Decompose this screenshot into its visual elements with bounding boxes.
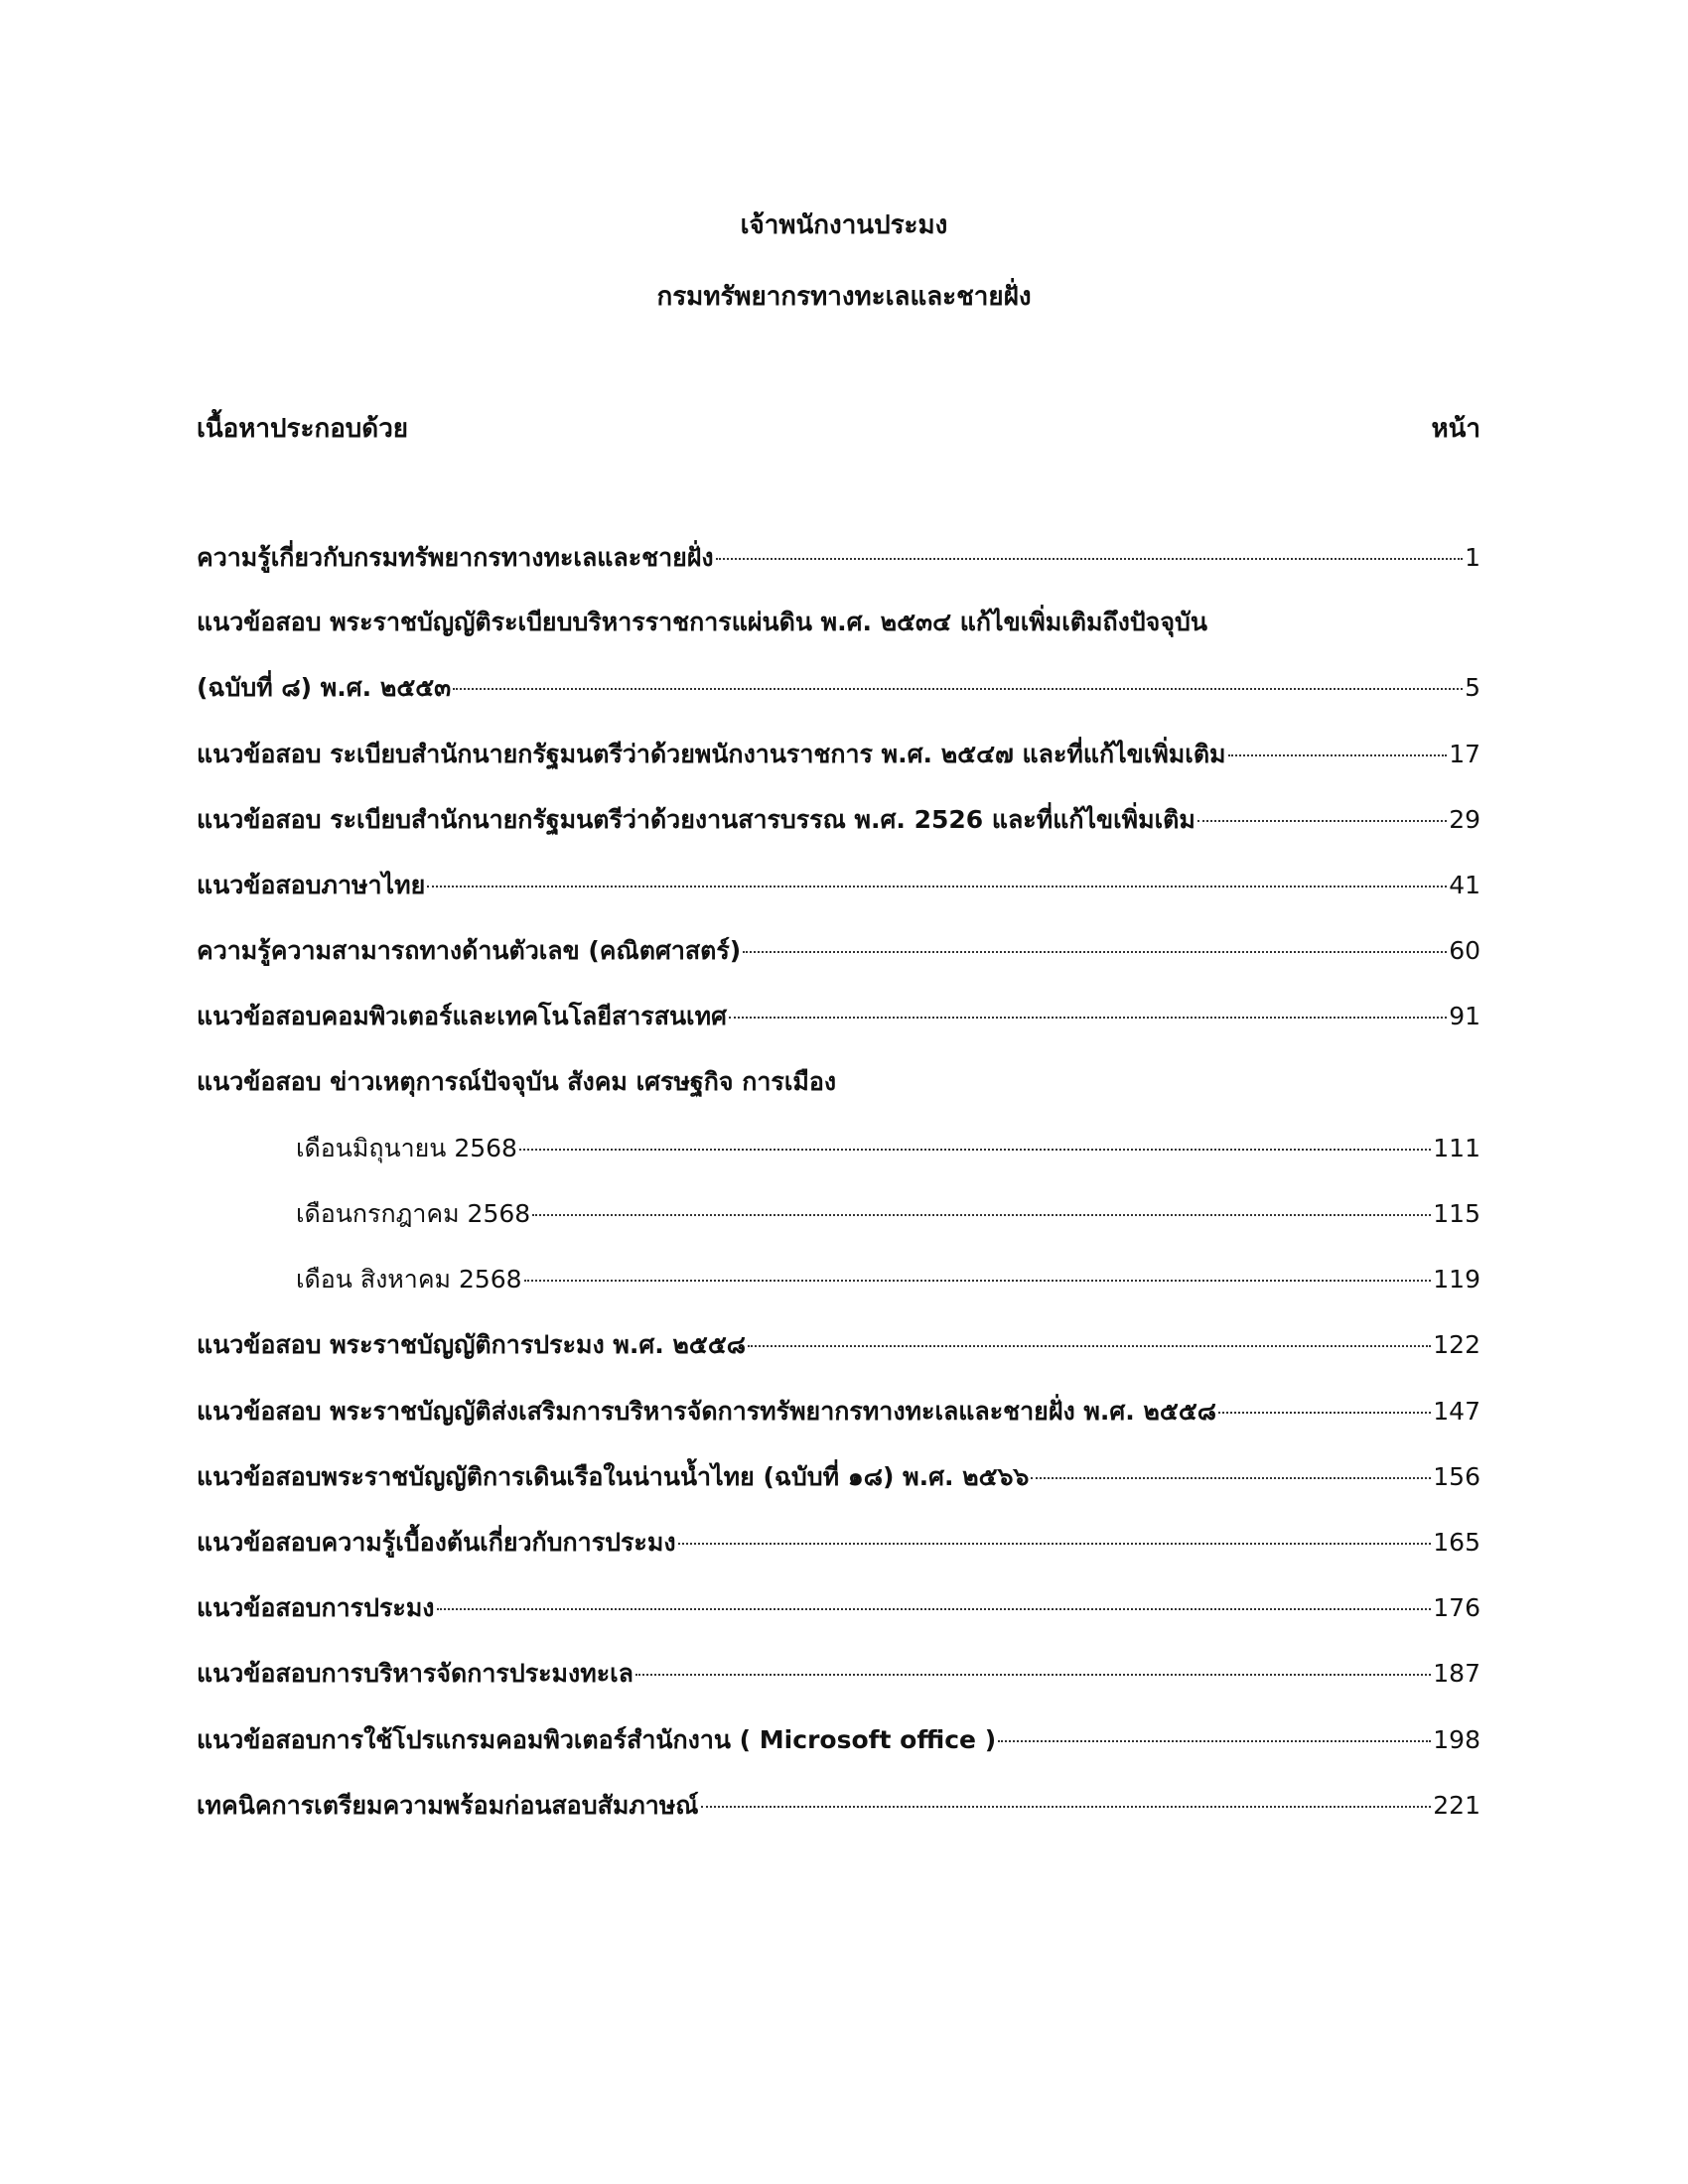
toc-entry-label: แนวข้อสอบการบริหารจัดการประมงทะเล [197,1659,634,1688]
toc-entry-label: แนวข้อสอบความรู้เบื้องต้นเกี่ยวกับการประมง [197,1528,676,1557]
toc-entry-page: 1 [1465,543,1480,572]
toc-entry [197,800,1480,840]
toc-leader-dots [678,1543,1432,1545]
toc-entry [197,931,1480,971]
toc-entry [197,1325,1480,1365]
toc-entry [197,1392,1480,1432]
toc-subentry [296,1129,1480,1168]
toc-entry [197,1720,1480,1760]
toc-leader-dots [1218,1412,1431,1414]
toc-leader-dots [524,1280,1432,1282]
toc-leader-dots [716,558,1463,560]
toc-entry [197,1654,1480,1694]
toc-entry-label: ความรู้ความสามารถทางด้านตัวเลข (คณิตศาสตร์) [197,936,742,965]
toc-leader-dots [519,1149,1431,1151]
toc-entry [197,997,1480,1036]
toc-entry [197,1457,1480,1497]
toc-entry [197,735,1480,774]
toc-leader-dots [701,1806,1432,1808]
toc-subentry [296,1194,1480,1234]
toc-leader-dots [453,688,1463,690]
toc-entry-label: แนวข้อสอบคอมพิวเตอร์และเทคโนโลยีสารสนเทศ [197,1002,727,1030]
toc-entry-page: 165 [1433,1528,1480,1557]
toc-leader-dots [427,886,1447,887]
toc-entry-page: 119 [1433,1265,1480,1294]
toc-entry-label: แนวข้อสอบ พระราชบัญญัติส่งเสริมการบริหารจัดการทรัพยากรทางทะเลและชายฝั่ง พ.ศ. ๒๕๕๘ [197,1397,1217,1426]
toc-entry-label: เทคนิคการเตรียมความพร้อมก่อนสอบสัมภาษณ์ [197,1791,699,1820]
toc-entry-page: 122 [1433,1330,1480,1359]
toc-entry [197,1786,1480,1826]
toc-entry [197,668,1480,708]
toc-entry-label: เดือนกรกฎาคม 2568 [296,1199,531,1228]
toc-entry-page: 115 [1433,1199,1480,1228]
toc-entry-label: แนวข้อสอบ พระราชบัญญัติการประมง พ.ศ. ๒๕๕๘ [197,1330,747,1359]
toc-entry-page: 91 [1449,1002,1480,1030]
toc-entry-label: เดือนมิถุนายน 2568 [296,1134,517,1162]
toc-entry-page: 147 [1433,1397,1480,1426]
toc-leader-dots [437,1608,1432,1610]
toc-entry-page: 111 [1433,1134,1480,1162]
toc-heading: เนื้อหาประกอบด้วย [197,414,409,444]
toc-entry-label: แนวข้อสอบภาษาไทย [197,871,426,899]
document-title: เจ้าพนักงานประมง [740,210,948,240]
toc-entry-page: 198 [1433,1725,1480,1754]
document-subtitle: กรมทรัพยากรทางทะเลและชายฝั่ง [656,282,1032,312]
toc-entry-label: แนวข้อสอบ พระราชบัญญัติระเบียบบริหารราชการแผ่นดิน พ.ศ. ๒๕๓๔ แก้ไขเพิ่มเติมถึงปัจจุบัน [197,608,1207,636]
toc-entry-label: แนวข้อสอบ ระเบียบสำนักนายกรัฐมนตรีว่าด้วยงานสารบรรณ พ.ศ. 2526 และที่แก้ไขเพิ่มเติม [197,805,1196,834]
toc-entry [197,1062,1480,1102]
toc-entry-page: 187 [1433,1659,1480,1688]
toc-entry-page: 29 [1449,805,1480,834]
toc-leader-dots [532,1214,1431,1216]
toc-entry-page: 41 [1449,871,1480,899]
toc-entry-page: 156 [1433,1462,1480,1491]
toc-subentry [296,1260,1480,1299]
toc-entry-label: แนวข้อสอบพระราชบัญญัติการเดินเรือในน่านน้ำไทย (ฉบับที่ ๑๘) พ.ศ. ๒๕๖๖ [197,1462,1030,1491]
toc-entry-page: 176 [1433,1593,1480,1622]
toc-leader-dots [748,1345,1431,1347]
toc-leader-dots [998,1740,1431,1742]
toc-leader-dots [635,1674,1431,1676]
toc-entry-page: 17 [1449,740,1480,768]
toc-entry-label: แนวข้อสอบ ระเบียบสำนักนายกรัฐมนตรีว่าด้วยพนักงานราชการ พ.ศ. ๒๕๔๗ และที่แก้ไขเพิ่มเติม [197,740,1226,768]
toc-entry-page: 221 [1433,1791,1480,1820]
toc-entry [197,1523,1480,1563]
toc-entry-label: แนวข้อสอบการประมง [197,1593,435,1622]
toc-entry-page: 5 [1465,673,1480,702]
toc-leader-dots [1228,754,1448,756]
toc-entry-label: (ฉบับที่ ๘) พ.ศ. ๒๕๕๓ [197,673,452,702]
toc-leader-dots [1197,820,1447,822]
page-column-heading: หน้า [1431,414,1480,444]
toc-entry-page: 60 [1449,936,1480,965]
toc-entry [197,603,1480,642]
toc-leader-dots [729,1017,1447,1019]
toc-entry-label: แนวข้อสอบการใช้โปรแกรมคอมพิวเตอร์สำนักงาน ( Microsoft office ) [197,1725,997,1754]
toc-entry [197,1588,1480,1628]
toc-entry [197,538,1480,578]
toc-entry [197,866,1480,905]
toc-entry-label: แนวข้อสอบ ข่าวเหตุการณ์ปัจจุบัน สังคม เศรษฐกิจ การเมือง [197,1067,837,1096]
toc-entry-label: ความรู้เกี่ยวกับกรมทรัพยากรทางทะเลและชายฝั่ง [197,543,714,572]
toc-entry-label: เดือน สิงหาคม 2568 [296,1265,522,1294]
toc-leader-dots [1031,1477,1431,1479]
toc-leader-dots [743,951,1447,953]
